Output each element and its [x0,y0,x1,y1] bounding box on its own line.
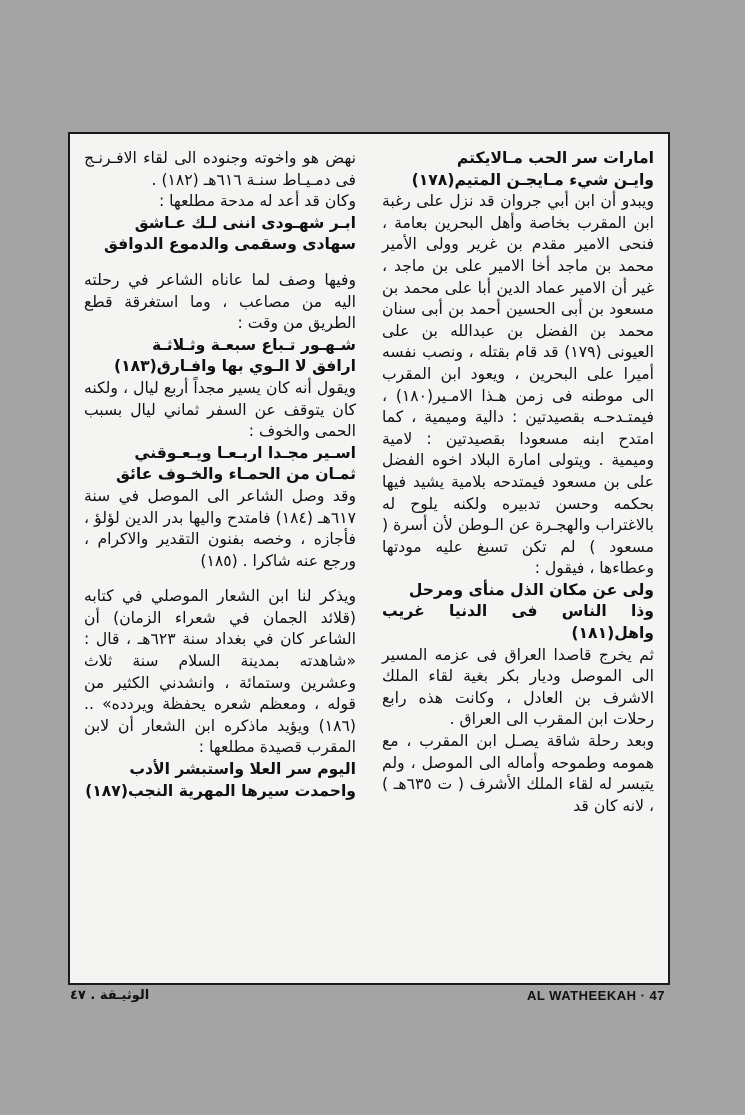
paragraph: ويبدو أن ابن أبي جروان قد نزل على رغبة ابن المقرب بخاصة وأهل البحرين بعامة ، فنحى الامير مقدم بن غرير وولى الأمير محمد بن ماجد أخا الامير على بن ماجد ، غير أن الامير عماد الدين أبا على محمد بن مسعود بن أبى الحسين أحمد بن أبى سنان محمد بن الفضل بن عبدالله بن على العيونى (١٧٩) قد قام بقتله ، ونصب نفسه أميرا على البحرين ، ويعود ابن المقرب الى موطنه فى زمن هـذا الامـير(١٨٠) ، فيمتـدحـه بقصيدتين : دالية وميمية ، كما امتدح ابنه مسعودا بقصيدتين : لامية وميمية . ويتولى امارة البلاد اخوه الفضل على بن مسعود فيمتدحه بلامية يشيد فيها بحكمه وحسن تدبيره ولكنه يلوح له بالاغتراب والهجـرة عن الـوطن لأن أسرة ( مسعود ) لم تكن تسبغ عليه مودتها وعطاءها ، فيقول : [382,192,654,578]
paragraph: نهض هو واخوته وجنوده الى لقاء الافـرنـج فى دمـيـاط سنـة ٦١٦هـ (١٨٢) . [84,149,356,189]
poem-verse: وذا الناس فى الدنيا غريب واهل(١٨١) [382,602,654,643]
paragraph: ويقول أنه كان يسير مجداً أربع ليال ، ولكنه كان يتوقف عن السفر ثماني ليال بسبب الحمى والخوف : [84,378,356,441]
paragraph-spacer [84,256,356,270]
poem-verse: واحمدت سيرها المهرية النجب(١٨٧) [85,781,356,800]
paragraph: وفيها وصف لما عاناه الشاعر في رحلته اليه من مصاعب ، وما استغرقة قطع الطريق من وقت : [84,270,356,333]
poem-verse: اليوم سر العلا واستبشر الأدب [129,760,356,779]
left-column [84,148,356,802]
paragraph: وقد وصل الشاعر الى الموصل في سنة ٦١٧هـ (١٨٤) فامتدح واليها بدر الدين لؤلؤ ، فأجازه ، وخصه بفنون التقدير والاكرام ، ورجع عنه شاكرا . (١٨٥) [84,486,356,570]
poem-verse: شـهـور تـباع سبعـة وثـلاثـة [151,335,356,354]
poem-verse: امارات سر الحب مـالايكتم [456,149,654,167]
paragraph: ثم يخرج قاصدا العراق فى عزمه المسير الى الموصل وديار بكر بغية لقاء الملك الاشرف بن العادل ، وكانت هذه رابع رحلات ابن المقرب الى العراق . [382,645,654,729]
poem-verse: ولى عن مكان الذل منأى ومرحل [408,580,654,599]
poem-verse: وايـن شيء مـايجـن المتيم(١٧٨) [411,170,654,189]
footer-arabic-page: الوثيـقة . ٤٧ [70,988,150,1003]
poem-verse: ابـر شهـودى اننى لـك عـاشق [134,213,356,232]
poem-verse: سهادى وسقمى والدموع الدوافق [103,235,356,254]
paragraph: ويذكر لنا ابن الشعار الموصلي في كتابه (قلائد الجمان في شعراء الزمان) أن الشاعر كان في بغداد سنة ٦٢٣هـ ، قال : «شاهدته بمدينة السلام سنة ثلاث وعشرين وستمائة ، وانشدني الكثير من قوله ، ومعظم شعره يحفظة ويردده» .. (١٨٦) ويؤيد ماذكره ابن الشعار أن لابن المقرب قصيدة مطلعها : [84,587,356,757]
paragraph: وكان قد أعد له مدحة مطلعها : [158,192,356,211]
paragraph-spacer [84,572,356,586]
poem-verse: ارافق لا الـوي بها وافـارق(١٨٣) [113,357,356,376]
right-column [382,148,654,817]
page-frame [68,132,670,985]
footer-latin-page: AL WATHEEKAH · 47 [526,988,665,1003]
poem-verse: ثمـان من الحمـاء والخـوف عائق [115,465,356,484]
paragraph: وبعد رحلة شاقة يصـل ابن المقرب ، مع همومه وطموحه وأماله الى الموصل ، ولم يتيسر له لقاء الملك الأشرف ( ت ٦٣٥هـ ) ، لانه كان قد [382,732,654,815]
poem-verse: اسـير مجـدا اربـعـا ويـعـوقني [134,443,356,462]
